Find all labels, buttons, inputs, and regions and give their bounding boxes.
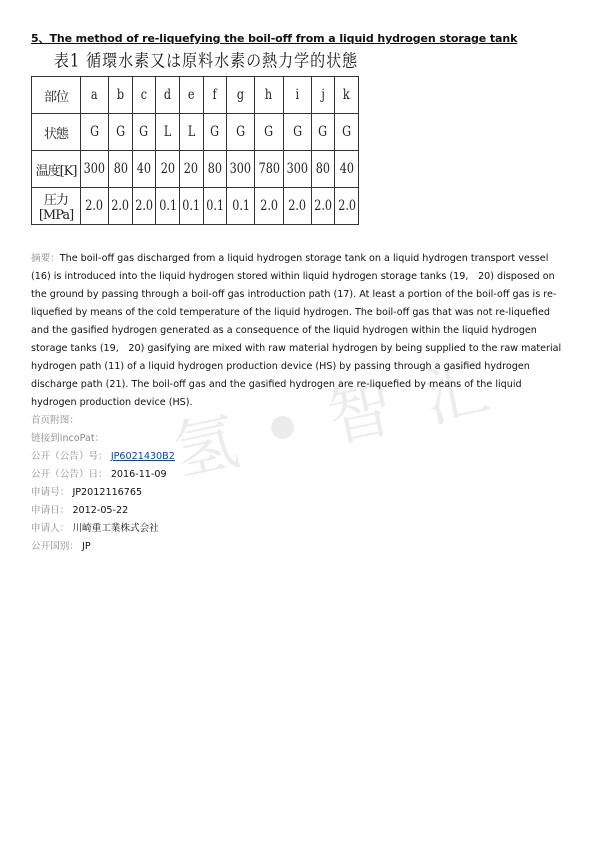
table-cell (283, 114, 311, 151)
cell-text: 80 (315, 161, 331, 177)
cell-text: 0.1 (158, 198, 177, 214)
cell-text: 0.1 (231, 198, 250, 214)
table-cell (311, 114, 335, 151)
table-row (32, 114, 359, 151)
cell-text: 2.0 (85, 198, 104, 214)
cell-text: 2.0 (135, 198, 153, 214)
table-row-header (32, 77, 81, 114)
table-cell (81, 77, 109, 114)
cell-text: j (321, 87, 325, 103)
table-cell (203, 188, 227, 225)
row-header-text: 温度[K] (35, 163, 77, 179)
table-cell (109, 77, 133, 114)
cell-text: 300 (83, 161, 106, 177)
table-cell (156, 77, 180, 114)
cell-text: 0.1 (182, 198, 201, 214)
application-date-label: 申请日： (31, 505, 70, 516)
table-cell (227, 77, 255, 114)
table-cell (156, 188, 180, 225)
application-number-value: JP2012116765 (72, 487, 143, 498)
meta-publication-date (31, 466, 175, 484)
cell-text: L (187, 124, 196, 140)
cell-text: 780 (258, 161, 280, 177)
table-cell (132, 114, 156, 151)
table-cell (203, 114, 227, 151)
table-cell (283, 77, 311, 114)
row-header-text: 部位 (43, 89, 68, 105)
cell-text: 2.0 (288, 198, 306, 214)
table-cell (156, 114, 180, 151)
table-cell (335, 188, 359, 225)
table-cell (227, 188, 255, 225)
cell-text: G (139, 124, 149, 140)
cell-text: f (212, 87, 217, 103)
patent-metadata (31, 412, 175, 556)
watermark-char-2: ● (265, 405, 299, 446)
cell-text: h (265, 87, 273, 103)
table-cell (179, 77, 203, 114)
abstract-label: 摘要： (31, 253, 60, 264)
table-cell (283, 188, 311, 225)
cell-text: a (91, 87, 98, 103)
table-row-header (32, 114, 81, 151)
meta-application-date (31, 502, 175, 520)
table-cell (179, 114, 203, 151)
table-cell (283, 151, 311, 188)
cell-text: G (342, 124, 352, 140)
table-cell (203, 77, 227, 114)
table-cell (227, 151, 255, 188)
cell-text: G (210, 124, 220, 140)
table-cell (132, 188, 156, 225)
meta-incopat-link (31, 430, 175, 448)
publication-country-value: JP (82, 541, 91, 552)
table-cell (335, 77, 359, 114)
cell-text: c (140, 87, 148, 103)
cell-text: G (292, 124, 302, 140)
table-cell (81, 114, 109, 151)
table-cell (179, 188, 203, 225)
cell-text: g (237, 87, 245, 103)
table-cell (255, 77, 283, 114)
cell-text: G (318, 124, 328, 140)
publication-date-value: 2016-11-09 (110, 469, 167, 480)
publication-date-label: 公开（公告）日： (31, 469, 108, 480)
cell-text: k (343, 87, 351, 103)
watermark-char-3: 智 (321, 371, 400, 458)
table-cell (179, 151, 203, 188)
cell-text: i (295, 87, 299, 103)
publication-number-link[interactable]: JP6021430B2 (110, 451, 175, 462)
table-cell (335, 114, 359, 151)
cell-text: G (90, 124, 100, 140)
cell-text: 20 (160, 161, 175, 177)
figure-title: 表1 循環水素又は原料水素の熱力学的状態 (53, 50, 359, 72)
cell-text: b (116, 87, 125, 103)
table-cell (156, 151, 180, 188)
watermark-char-1: 氢 (166, 404, 245, 491)
meta-publication-number (31, 448, 175, 466)
table-row (32, 151, 359, 188)
table-cell (81, 188, 109, 225)
publication-number-label: 公开（公告）号： (31, 451, 108, 462)
abstract-paragraph (31, 250, 569, 412)
table-cell (335, 151, 359, 188)
cell-text: G (236, 124, 246, 140)
watermark-char-4: 汇 (417, 351, 496, 438)
cell-text: 2.0 (260, 198, 278, 214)
cell-text: L (163, 124, 172, 140)
applicant-label: 申请人： (31, 523, 70, 534)
cell-text: 40 (339, 161, 354, 177)
section-heading: 5、The method of re-liquefying the boil-off from a liquid hydrogen storage tank (31, 32, 518, 45)
table-cell (109, 188, 133, 225)
table-cell (132, 151, 156, 188)
meta-applicant (31, 520, 175, 538)
cell-text: 40 (136, 161, 152, 177)
cell-text: e (187, 87, 195, 103)
cell-text: 2.0 (111, 198, 130, 214)
figure-image (31, 50, 361, 246)
first-page-figure-label: 首页附图： (31, 415, 79, 426)
meta-application-number (31, 484, 175, 502)
incopat-link-label: 链接到incoPat： (31, 433, 105, 444)
table-cell (255, 188, 283, 225)
application-number-label: 申请号： (31, 487, 70, 498)
table-cell (255, 114, 283, 151)
table-cell (311, 151, 335, 188)
table-cell (227, 114, 255, 151)
cell-text: 80 (207, 161, 223, 177)
table-row-header (32, 188, 81, 225)
table-row (32, 77, 359, 114)
application-date-value: 2012-05-22 (72, 505, 129, 516)
cell-text: 2.0 (314, 198, 332, 214)
cell-text: 2.0 (337, 198, 356, 214)
thermodynamic-state-table (31, 76, 359, 225)
publication-country-label: 公开国别： (31, 541, 79, 552)
table-cell (132, 77, 156, 114)
cell-text: 80 (113, 161, 128, 177)
meta-first-page-figure (31, 412, 175, 430)
table-row-header (32, 151, 81, 188)
cell-text: G (264, 124, 274, 140)
applicant-value: 川崎重工業株式会社 (72, 523, 159, 534)
table-cell (81, 151, 109, 188)
abstract-text: The boil-off gas discharged from a liquid hydrogen storage tank on a liquid hydrogen transport vessel (16) is introduced into the liquid hydrogen stored within liquid hydrogen storage tanks (19, 20) disposed on the ground by passing through a boil-off gas introduction path (17). At least a portion of the boil-off gas is re-liquefied by means of the cold temperature of the liquid hydrogen. The boil-off gas that was not re-liquefied and the gasified hydrogen generated as a consequence of the liquid hydrogen within the liquid hydrogen storage tanks (19, 20) gasifying are mixed with raw material hydrogen by being supplied to the raw material hydrogen path (11) of a liquid hydrogen production device (HS) by passing through a gasified hydrogen discharge path (21). The boil-off gas and the gasified hydrogen are re-liquefied by means of the liquid hydrogen production device (HS). (31, 253, 562, 408)
cell-text: 20 (184, 161, 199, 177)
cell-text: G (115, 124, 125, 140)
cell-text: 300 (286, 161, 308, 177)
cell-text: 0.1 (205, 198, 224, 214)
row-header-text: 状態 (43, 126, 68, 142)
table-cell (109, 151, 133, 188)
cell-text: 300 (230, 161, 252, 177)
table-cell (255, 151, 283, 188)
table-cell (311, 77, 335, 114)
cell-text: d (164, 87, 172, 103)
table-cell (203, 151, 227, 188)
meta-publication-country (31, 538, 175, 556)
row-header-text: 圧力[MPa] (38, 193, 74, 223)
table-cell (109, 114, 133, 151)
table-row (32, 188, 359, 225)
table-cell (311, 188, 335, 225)
